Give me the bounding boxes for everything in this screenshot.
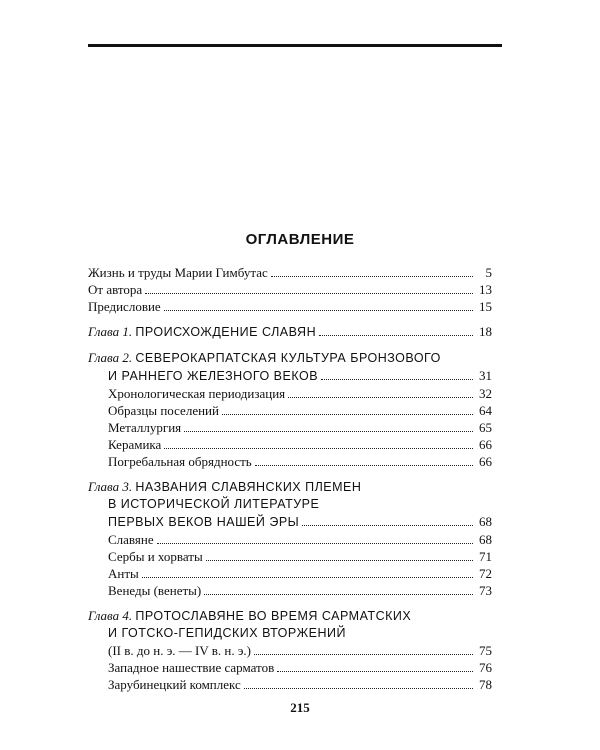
entry-text: Славяне	[108, 532, 154, 547]
entry-text: Зарубинецкий комплекс	[108, 677, 241, 692]
entry-text: Образцы поселений	[108, 403, 219, 418]
chapter-4-entry[interactable]	[88, 607, 492, 659]
chapter-1-entry[interactable]	[88, 323, 492, 341]
page-number: 73	[479, 583, 492, 598]
entry-text: Погребальная обрядность	[108, 454, 252, 469]
section-entry[interactable]	[88, 659, 492, 676]
chapter-title-cont: ПЕРВЫХ ВЕКОВ НАШЕЙ ЭРЫ	[108, 515, 300, 529]
chapter-title: ПРОТОСЛАВЯНЕ ВО ВРЕМЯ САРМАТСКИХ	[135, 609, 412, 623]
entry-text: Металлургия	[108, 420, 182, 435]
chapter-title-cont: В ИСТОРИЧЕСКОЙ ЛИТЕРАТУРЕ	[108, 497, 320, 511]
page-folio: 215	[290, 700, 310, 715]
entry-text: Керамика	[108, 437, 162, 452]
page-number: 64	[479, 403, 492, 418]
entry-text: Предисловие	[88, 299, 161, 314]
section-entry[interactable]	[88, 548, 492, 565]
chapter-title: СЕВЕРОКАРПАТСКАЯ КУЛЬТУРА БРОНЗОВОГО	[135, 351, 441, 365]
chapter-3-entry[interactable]	[88, 478, 492, 531]
entry-text: Западное нашествие сарматов	[108, 660, 275, 675]
chapter-label: Глава 2.	[88, 350, 133, 365]
chapter-2-entry[interactable]	[88, 349, 492, 385]
table-of-contents	[88, 264, 492, 693]
page-number: 68	[479, 532, 492, 547]
page-number: 5	[485, 265, 492, 280]
entry-text: От автора	[88, 282, 143, 297]
chapter-label: Глава 1.	[88, 324, 133, 339]
page-number: 18	[479, 324, 492, 339]
toc-entry[interactable]	[88, 298, 492, 315]
page-number: 13	[479, 282, 492, 297]
toc-entry[interactable]	[88, 264, 492, 281]
entry-text: Сербы и хорваты	[108, 549, 203, 564]
section-entry[interactable]	[88, 582, 492, 599]
section-entry[interactable]	[88, 385, 492, 402]
page-number: 76	[479, 660, 492, 675]
chapter-title: ПРОИСХОЖДЕНИЕ СЛАВЯН	[135, 325, 317, 339]
chapter-label: Глава 4.	[88, 608, 133, 623]
page-number: 71	[479, 549, 492, 564]
page-number: 32	[479, 386, 492, 401]
page-number: 75	[479, 643, 492, 658]
section-entry[interactable]	[88, 531, 492, 548]
section-entry[interactable]	[88, 436, 492, 453]
toc-title: ОГЛАВЛЕНИЕ	[245, 231, 355, 248]
toc-entry[interactable]	[88, 281, 492, 298]
section-entry[interactable]	[88, 419, 492, 436]
chapter-title-cont: (II в. до н. э. — IV в. н. э.)	[108, 643, 252, 658]
page-number: 65	[479, 420, 492, 435]
page-number: 72	[479, 566, 492, 581]
section-entry[interactable]	[88, 565, 492, 582]
entry-text: Венеды (венеты)	[108, 583, 202, 598]
page-number: 78	[479, 677, 492, 692]
page-number: 31	[479, 368, 492, 383]
chapter-title-cont: И РАННЕГО ЖЕЛЕЗНОГО ВЕКОВ	[108, 369, 319, 383]
chapter-title: НАЗВАНИЯ СЛАВЯНСКИХ ПЛЕМЕН	[135, 480, 362, 494]
entry-text: Хронологическая периодизация	[108, 386, 286, 401]
section-entry[interactable]	[88, 676, 492, 693]
chapter-title-cont: И ГОТСКО-ГЕПИДСКИХ ВТОРЖЕНИЙ	[108, 626, 346, 640]
page-number: 15	[479, 299, 492, 314]
chapter-label: Глава 3.	[88, 479, 133, 494]
entry-text: Анты	[108, 566, 139, 581]
page-number: 66	[479, 437, 492, 452]
entry-text: Жизнь и труды Марии Гимбутас	[88, 265, 268, 280]
section-entry[interactable]	[88, 453, 492, 470]
top-rule	[88, 44, 502, 47]
page-number: 66	[479, 454, 492, 469]
section-entry[interactable]	[88, 402, 492, 419]
page-number: 68	[479, 514, 492, 529]
